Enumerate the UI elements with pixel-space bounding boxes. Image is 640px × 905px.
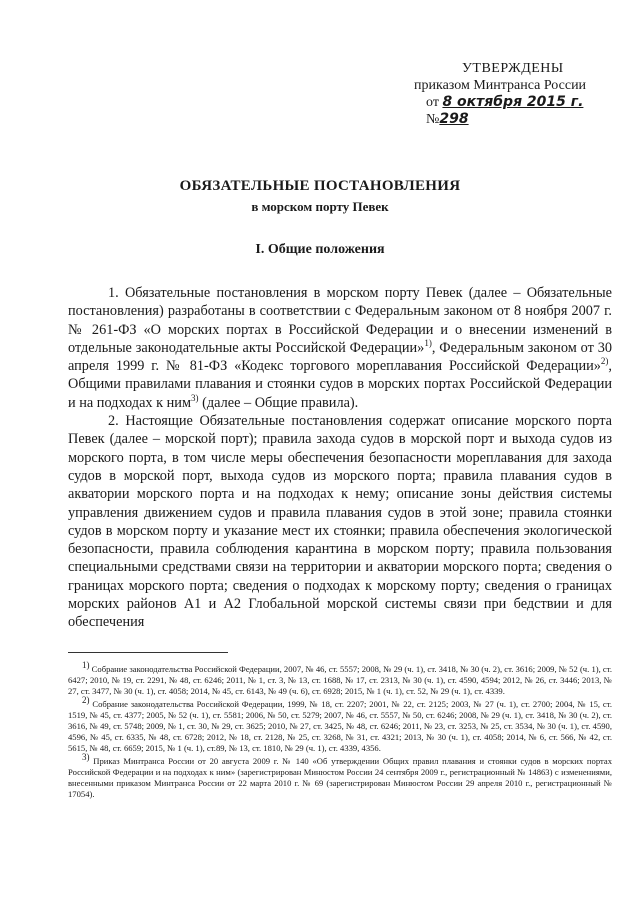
- footnote-ref-3: 3): [191, 393, 199, 404]
- approval-stamp: [380, 60, 600, 128]
- footnote-1: [68, 660, 612, 698]
- date-prefix: от: [426, 95, 439, 110]
- footnote-2-mark: 2): [82, 694, 90, 705]
- footnote-ref-2: 2): [600, 356, 609, 367]
- document-title: ОБЯЗАТЕЛЬНЫЕ ПОСТАНОВЛЕНИЯ: [179, 178, 461, 194]
- paragraph-1: [68, 284, 612, 412]
- handwritten-date: 8 октября 2015 г.: [442, 94, 584, 110]
- approval-order-line: приказом Минтранса России: [414, 78, 587, 93]
- document-subtitle: в морском порту Певек: [251, 199, 389, 214]
- section-heading: I. Общие положения: [255, 242, 385, 257]
- paragraph-1-part-b: , Федеральным законом от 30 апреля 1999 г. № 81-ФЗ «Кодекс торгового мореплавания Российской Федерации»: [68, 339, 612, 375]
- handwritten-number: 298: [439, 111, 469, 127]
- number-prefix: №: [426, 112, 440, 127]
- footnote-1-text: Собрание законодательства Российской Федерации, 2007, № 46, ст. 5557; 2008, № 29 (ч. 1), ст. 3418, № 30 (ч. 2), ст. 3616; 2009, № 52 (ч. 1), ст. 6427; 2010, № 19, ст. 2291, № 48, ст. 6246; 2011, № 1, ст. 3, № 13, ст. 1688, № 17, ст. 2313, № 30 (ч. 1), ст. 4590, 4594; 2012, № 26, ст. 3446; 2013, № 27, ст. 3477, № 30 (ч. 1), ст. 4058; 2014, № 45, ст. 6143, № 49 (ч. 6), ст. 6928; 2015, № 1 (ч. 1), ст. 52, № 29 (ч. 1), ст. 4339.: [68, 664, 612, 697]
- footnote-3: [68, 751, 612, 801]
- footnote-divider: [68, 652, 228, 653]
- footnote-2-text: Собрание законодательства Российской Федерации, 1999, № 18, ст. 2207; 2001, № 22, ст. 2125; 2003, № 27 (ч. 1), ст. 2700; 2004, № 15, ст. 1519, № 45, ст. 4377; 2005, № 52 (ч. 1), ст. 5581; 2006, № 50, ст. 5279; 2007, № 46, ст. 5557, № 50, ст. 6246; 2008, № 29 (ч. 1), ст. 3418, № 30 (ч. 2), ст. 3616, № 49, ст. 5748; 2009, № 1, ст. 30, № 29, ст. 3625; 2010, № 27, ст. 3425, № 48, ст. 6246; 2011, № 23, ст. 3253, № 25, ст. 3534, № 30 (ч. 1), ст. 4590, 4596, № 45, ст. 6335, № 48, ст. 6728; 2012, № 18, ст. 2128, № 25, ст. 3268, № 31, ст. 4321; 2013, № 30 (ч. 1), ст. 4058; 2014, № 6, ст. 566, № 42, ст. 5615, № 48, ст. 6659; 2015, № 1 (ч. 1), ст.89, № 13, ст. 1810, № 29 (ч. 1), ст. 4339, 4356.: [68, 698, 612, 754]
- approval-date-line: [380, 94, 600, 128]
- footnotes: [68, 660, 612, 801]
- footnote-3-text: Приказ Минтранса России от 20 августа 2009 г. № 140 «Об утверждении Общих правил плавания и стоянки судов в морских портах Российской Федерации и на подходах к ним» (зарегистрирован Минюстом России 24 сентября 2009 г., регистрационный № 14863) с изменениями, внесенными приказом Минтранса России от 22 марта 2010 г. № 69 (зарегистрирован Минюстом России 29 апреля 2010 г., регистрационный № 17054).: [68, 755, 612, 800]
- paragraph-2: 2. Настоящие Обязательные постановления содержат описание морского порта Певек (далее – морской порт); правила захода судов в морской порт и выхода судов из морского порта, в том числе меры обеспечения безопасности мореплавания для захода судов в морской порт, выхода судов из морского порта; правила плавания судов в акватории морского порта и на подходах к нему; описание зоны действия системы управления движением судов и правила плавания судов в этой зоне; правила стоянки судов в морском порту и указание мест их стоянки; правила обеспечения экологической безопасности, правила соблюдения карантина в морском порту; правила пользования специальными средствами связи на территории и акватории морского порта; сведения о границах морского порта; сведения о подходах к морскому порту; сведения о границах морских районов А1 и А2 Глобальной морской системы связи при бедствии и для обеспечения: [68, 413, 612, 631]
- footnote-2: [68, 694, 612, 755]
- footnote-ref-1: 1): [424, 338, 432, 349]
- paragraph-1-part-d: (далее – Общие правила).: [198, 394, 359, 411]
- footnote-3-mark: 3): [82, 751, 90, 762]
- paragraph-1-part-a: 1. Обязательные постановления в морском порту Певек (далее – Обязательные постановления) разработаны в соответствии с Федеральным законом от 8 ноября 2007 г. № 261-ФЗ «О морских портах в Российской Федерации и о внесении изменений в отдельные законодательные акты Российской Федерации»: [68, 285, 612, 356]
- paragraph-1-part-c: , Общими правилами плавания и стоянки судов в морских портах Российской Федерации и на подходах к ним: [68, 358, 612, 411]
- footnote-1-mark: 1): [82, 660, 90, 671]
- approval-title: УТВЕРЖДЕНЫ: [462, 61, 564, 76]
- body-text: [68, 284, 612, 632]
